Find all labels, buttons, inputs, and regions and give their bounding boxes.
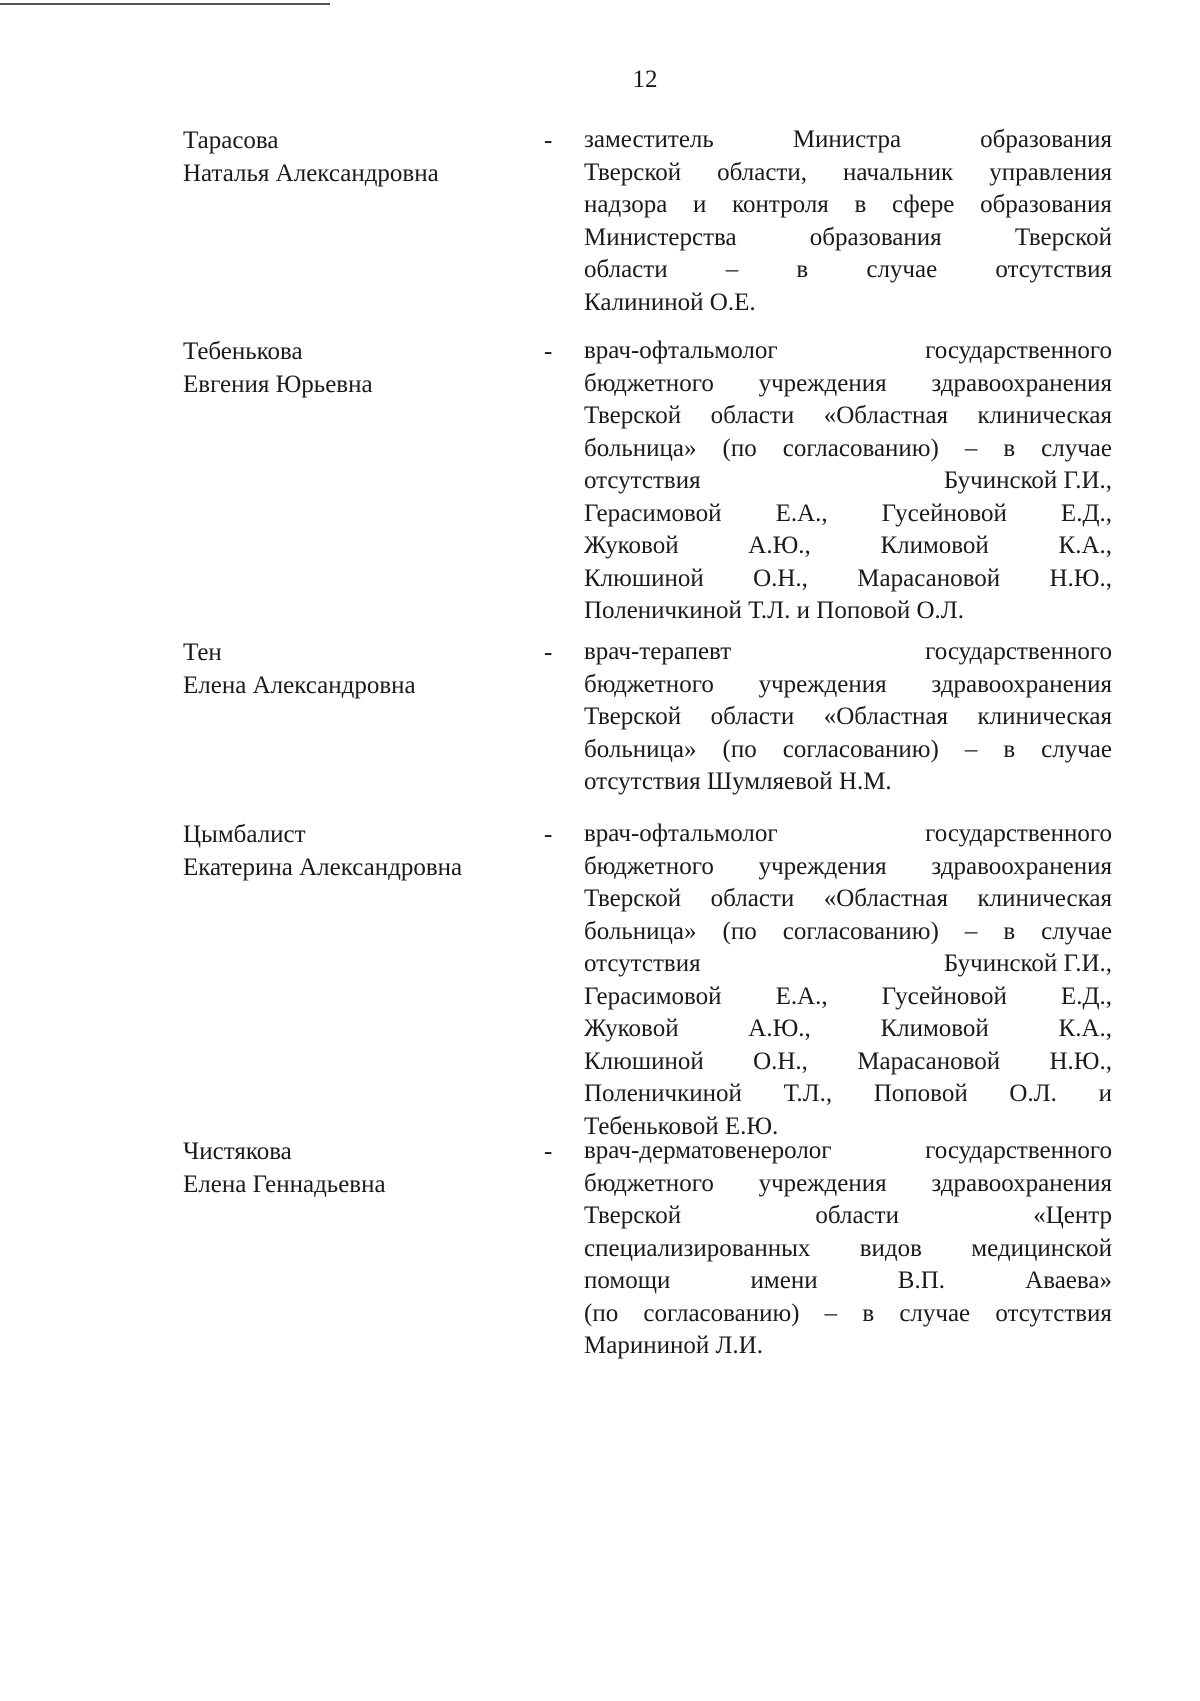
role-line (584, 1168, 1112, 1201)
role-word: отсутствия Шумляевой Н.М. (584, 768, 892, 795)
role-word: больница» (584, 735, 697, 763)
person-surname: Тен (183, 639, 222, 666)
role-word: О.Л. (1009, 1080, 1057, 1107)
role-description (584, 124, 1112, 319)
role-word: заместитель (584, 126, 714, 153)
role-line (584, 433, 1112, 466)
role-line (584, 981, 1112, 1014)
person-name (183, 124, 523, 190)
role-word: Поленичкиной (584, 1080, 742, 1107)
role-word: здравоохранения (931, 852, 1112, 880)
role-line (584, 1013, 1112, 1046)
person-surname: Тебенькова (183, 338, 303, 365)
role-word: бюджетного (584, 670, 714, 698)
role-word: Марасановой (857, 1047, 1001, 1075)
role-word: образования (809, 223, 942, 251)
role-word: Е.Д., (1060, 982, 1112, 1010)
personnel-entry (0, 1135, 1200, 1359)
role-line (584, 1078, 1112, 1111)
role-word: клиническая (977, 402, 1112, 429)
role-word: Бучинской Г.И., (943, 467, 1112, 494)
role-word: специализированных (584, 1234, 811, 1262)
role-word: здравоохранения (931, 1169, 1112, 1197)
role-word: и (1098, 1080, 1112, 1107)
role-word: А.Ю., (748, 1015, 811, 1042)
role-word: (по (722, 735, 757, 763)
role-word: контроля (732, 191, 829, 218)
person-surname: Чистякова (183, 1138, 292, 1165)
top-edge-rule (0, 3, 330, 5)
role-word: Герасимовой (584, 499, 722, 527)
personnel-entry (0, 818, 1200, 1140)
role-line (584, 335, 1112, 368)
role-word: и (693, 191, 707, 218)
role-word: Министра (792, 126, 902, 153)
role-line (584, 189, 1112, 222)
role-word: врач-дерматовенеролог (584, 1137, 832, 1164)
role-word: (по (584, 1299, 619, 1327)
role-line (584, 1200, 1112, 1233)
role-word: Жуковой (584, 1015, 679, 1042)
role-word: случае (899, 1299, 971, 1327)
role-line (584, 400, 1112, 433)
role-word: Калининой О.Е. (584, 288, 756, 316)
role-line (584, 669, 1112, 702)
role-word: (по (722, 434, 757, 462)
role-line (584, 1265, 1112, 1298)
role-word: области (710, 703, 795, 730)
role-word: области (710, 885, 795, 912)
person-name (183, 636, 523, 702)
person-name (183, 335, 523, 401)
role-word: учреждения (758, 852, 887, 880)
role-word: Климовой (880, 1015, 989, 1042)
role-word: Аваева» (1025, 1267, 1112, 1294)
role-word: здравоохранения (931, 369, 1112, 397)
entry-dash: - (544, 821, 553, 848)
role-line (584, 916, 1112, 949)
role-word: образования (980, 126, 1112, 153)
role-word: в (854, 191, 867, 218)
person-given-names: Евгения Юрьевна (183, 371, 373, 398)
role-line (584, 1330, 1112, 1363)
role-word: Е.А., (775, 982, 828, 1010)
role-word: Тверской (584, 402, 682, 429)
role-word: Тверской (1014, 223, 1112, 251)
role-word: государственного (925, 820, 1112, 847)
role-word: государственного (925, 1137, 1112, 1164)
role-line (584, 530, 1112, 563)
role-word: Н.Ю., (1049, 564, 1112, 592)
entry-dash: - (544, 639, 553, 666)
person-name (183, 818, 523, 884)
role-word: Тебеньковой Е.Ю. (584, 1112, 779, 1140)
role-word: в (1003, 917, 1016, 945)
role-line (584, 222, 1112, 255)
role-word: в (1003, 434, 1016, 462)
role-line (584, 948, 1112, 981)
role-word: бюджетного (584, 1169, 714, 1197)
role-word: – (964, 735, 978, 763)
person-given-names: Елена Александровна (183, 672, 416, 699)
role-word: области, (717, 158, 807, 186)
role-word: начальник (843, 158, 954, 186)
role-word: области (710, 402, 795, 429)
role-line (584, 563, 1112, 596)
role-line (584, 636, 1112, 669)
role-word: учреждения (758, 369, 887, 397)
role-word: здравоохранения (931, 670, 1112, 698)
role-word: Т.Л., (783, 1080, 833, 1107)
role-word: – (725, 256, 739, 283)
role-word: бюджетного (584, 852, 714, 880)
role-word: в (796, 256, 809, 283)
role-word: помощи (584, 1267, 671, 1294)
role-word: «Областная (823, 703, 948, 730)
role-line (584, 1233, 1112, 1266)
role-word: в (1003, 735, 1016, 763)
role-line (584, 1046, 1112, 1079)
role-word: (по (722, 917, 757, 945)
entry-dash: - (544, 1138, 553, 1165)
role-word: – (964, 434, 978, 462)
role-word: государственного (925, 638, 1112, 665)
role-word: Гусейновой (881, 982, 1007, 1010)
role-word: медицинской (971, 1234, 1112, 1262)
role-word: О.Н., (753, 1047, 808, 1075)
role-word: согласованию) (643, 1299, 800, 1327)
role-line (584, 595, 1112, 628)
person-given-names: Екатерина Александровна (183, 854, 463, 881)
role-line (584, 157, 1112, 190)
role-word: «Областная (823, 402, 948, 429)
role-word: отсутствия (584, 467, 701, 494)
role-word: Марининой Л.И. (584, 1332, 763, 1359)
role-word: врач-офтальмолог (584, 820, 778, 847)
role-line (584, 254, 1112, 287)
role-word: Тверской (584, 885, 682, 912)
role-word: клиническая (977, 885, 1112, 912)
role-word: Тверской (584, 158, 682, 186)
role-word: бюджетного (584, 369, 714, 397)
role-word: Марасановой (857, 564, 1001, 592)
person-given-names: Наталья Александровна (183, 160, 439, 187)
role-word: «Областная (823, 885, 948, 912)
role-word: Н.Ю., (1049, 1047, 1112, 1075)
role-word: случае (1041, 434, 1112, 462)
role-line (584, 701, 1112, 734)
role-word: «Центр (1033, 1202, 1112, 1229)
role-word: надзора (584, 191, 668, 218)
role-word: врач-терапевт (584, 638, 732, 665)
personnel-entry (0, 335, 1200, 624)
role-line (584, 287, 1112, 320)
role-line (584, 498, 1112, 531)
role-word: больница» (584, 434, 697, 462)
role-word: врач-офтальмолог (584, 337, 778, 364)
role-word: имени (750, 1267, 818, 1294)
role-word: Тверской (584, 703, 682, 730)
role-word: согласованию) (782, 735, 939, 763)
role-word: Клюшиной (584, 564, 704, 592)
role-line (584, 465, 1112, 498)
role-word: Жуковой (584, 532, 679, 559)
role-word: Е.А., (775, 499, 828, 527)
role-word: больница» (584, 917, 697, 945)
page-number: 12 (632, 66, 658, 93)
personnel-entry (0, 124, 1200, 324)
role-word: учреждения (758, 670, 887, 698)
role-line (584, 766, 1112, 799)
role-word: Поповой (873, 1080, 968, 1107)
role-word: К.А., (1058, 532, 1112, 559)
role-word: К.А., (1058, 1015, 1112, 1042)
role-word: учреждения (758, 1169, 887, 1197)
role-description (584, 335, 1112, 628)
role-word: образования (980, 191, 1112, 218)
role-description (584, 636, 1112, 799)
role-line (584, 368, 1112, 401)
role-word: в (862, 1299, 875, 1327)
role-word: Тверской (584, 1202, 682, 1229)
role-word: случае (1041, 735, 1112, 763)
role-word: клиническая (977, 703, 1112, 730)
role-word: Климовой (880, 532, 989, 559)
role-word: отсутствия (584, 950, 701, 977)
role-word: согласованию) (782, 434, 939, 462)
role-word: государственного (925, 337, 1112, 364)
person-given-names: Елена Геннадьевна (183, 1171, 386, 1198)
role-word: управления (989, 158, 1112, 186)
role-description (584, 818, 1112, 1143)
entry-dash: - (544, 338, 553, 365)
role-word: отсутствия (995, 256, 1112, 283)
role-word: области (815, 1202, 899, 1229)
role-line (584, 124, 1112, 157)
role-word: Е.Д., (1060, 499, 1112, 527)
person-name (183, 1135, 523, 1201)
role-line (584, 851, 1112, 884)
role-word: Клюшиной (584, 1047, 704, 1075)
person-surname: Тарасова (183, 127, 279, 154)
role-line (584, 734, 1112, 767)
role-word: – (824, 1299, 838, 1327)
role-word: Министерства (584, 223, 737, 251)
role-word: случае (1041, 917, 1112, 945)
role-line (584, 883, 1112, 916)
role-line (584, 818, 1112, 851)
role-word: Гусейновой (881, 499, 1007, 527)
role-word: Бучинской Г.И., (943, 950, 1112, 977)
role-word: О.Н., (753, 564, 808, 592)
person-surname: Цымбалист (183, 821, 306, 848)
role-word: В.П. (897, 1267, 945, 1294)
role-word: Поленичкиной Т.Л. и Поповой О.Л. (584, 597, 964, 624)
role-word: – (964, 917, 978, 945)
role-word: согласованию) (782, 917, 939, 945)
role-word: области (584, 256, 668, 283)
role-word: отсутствия (995, 1299, 1112, 1327)
role-word: Герасимовой (584, 982, 722, 1010)
role-word: случае (866, 256, 938, 283)
role-line (584, 1298, 1112, 1331)
role-word: сфере (892, 191, 955, 218)
role-word: А.Ю., (748, 532, 811, 559)
entry-dash: - (544, 127, 553, 154)
role-word: видов (859, 1234, 922, 1262)
role-line (584, 1135, 1112, 1168)
personnel-entry (0, 636, 1200, 836)
role-description (584, 1135, 1112, 1363)
